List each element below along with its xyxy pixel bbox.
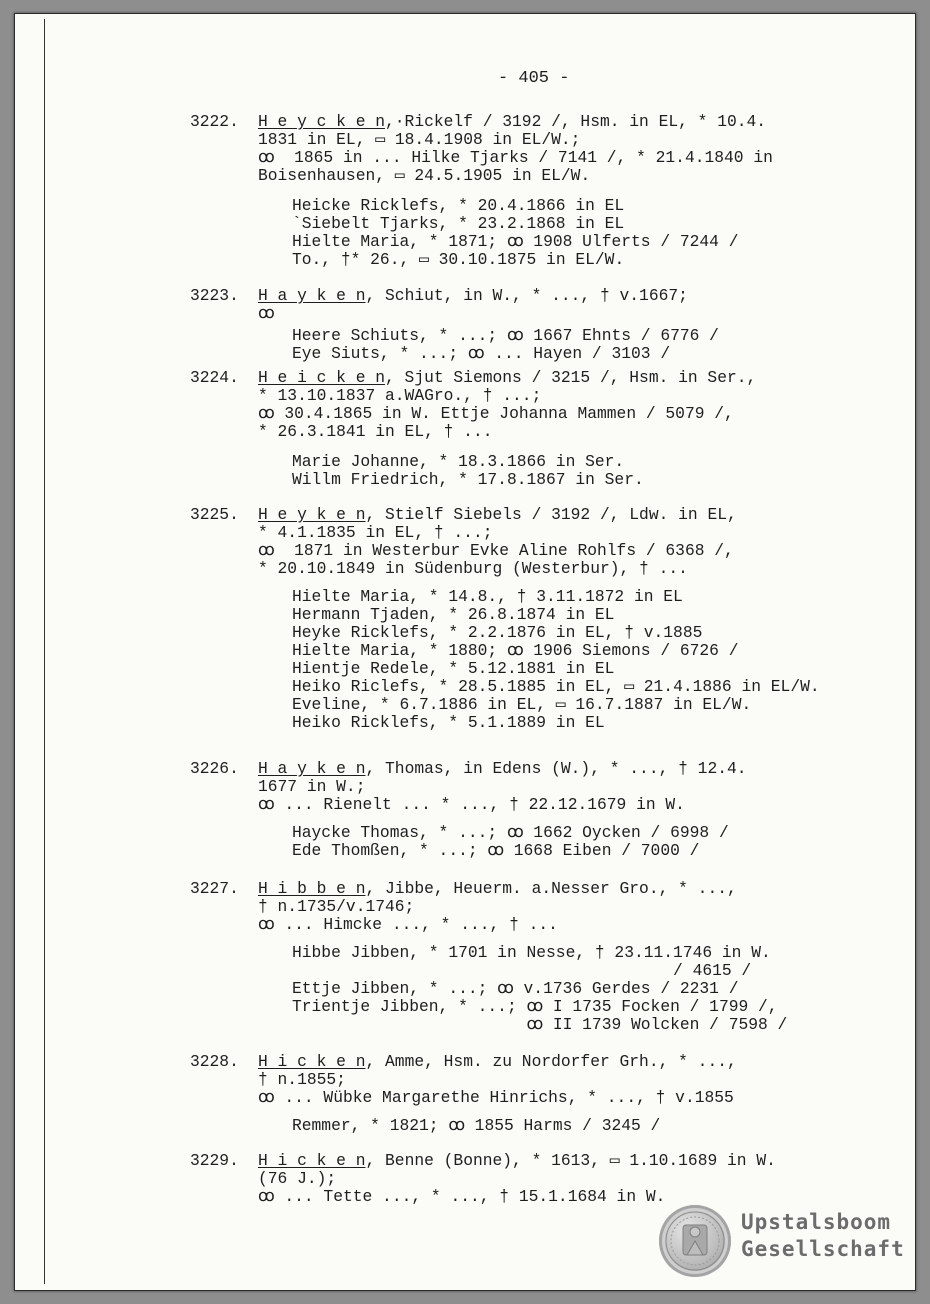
- child-line: Marie Johanne, * 18.3.1866 in Ser.: [292, 452, 625, 471]
- entry-line: 1831 in EL, ▭ 18.4.1908 in EL/W.;: [258, 130, 581, 149]
- child-line: Willm Friedrich, * 17.8.1867 in Ser.: [292, 470, 644, 489]
- entry-surname: H i c k e n: [258, 1052, 366, 1071]
- margin-line: [44, 19, 45, 1284]
- child-line: `Siebelt Tjarks, * 23.2.1868 in EL: [292, 214, 625, 233]
- entry-line: , Benne (Bonne), * 1613, ▭ 1.10.1689 in W.: [365, 1151, 776, 1170]
- society-stamp: [659, 1205, 904, 1277]
- entry-line: , Stielf Siebels / 3192 /, Ldw. in EL,: [365, 505, 737, 524]
- entry-line: , Schiut, in W., * ..., † v.1667;: [365, 286, 688, 305]
- society-name: [741, 1209, 905, 1263]
- entry-line: ꝏ 1871 in Westerbur Evke Aline Rohlfs / 6368 /,: [258, 541, 734, 560]
- child-line: Ede Thomßen, * ...; ꝏ 1668 Eiben / 7000 /: [292, 841, 700, 860]
- stamp-line2: Gesellschaft: [741, 1237, 905, 1261]
- entry-line: * 13.10.1837 a.WAGro., † ...;: [258, 386, 542, 405]
- child-line: Heiko Ricklefs, * 5.1.1889 in EL: [292, 713, 605, 732]
- entry-line: ꝏ ... Tette ..., * ..., † 15.1.1684 in W.: [258, 1187, 666, 1206]
- page-number: - 405 -: [498, 69, 570, 88]
- seal-icon: [659, 1205, 731, 1277]
- entry-line: † n.1735/v.1746;: [258, 897, 415, 916]
- entry-line: 1677 in W.;: [258, 777, 366, 796]
- child-line: Hielte Maria, * 14.8., † 3.11.1872 in EL: [292, 587, 683, 606]
- child-line: Haycke Thomas, * ...; ꝏ 1662 Oycken / 6998 /: [292, 823, 729, 842]
- entry-surname: H a y k e n: [258, 759, 366, 778]
- child-line: Hermann Tjaden, * 26.8.1874 in EL: [292, 605, 615, 624]
- entry-line: ꝏ 1865 in ... Hilke Tjarks / 7141 /, * 21.4.1840 in: [258, 148, 773, 167]
- entry-number: 3227.: [190, 879, 239, 898]
- entry-line: , Amme, Hsm. zu Nordorfer Grh., * ...,: [365, 1052, 737, 1071]
- entry-number: 3228.: [190, 1052, 239, 1071]
- entry-line: ꝏ ... Himcke ..., * ..., † ...: [258, 915, 558, 934]
- child-line: Heyke Ricklefs, * 2.2.1876 in EL, † v.1885: [292, 623, 703, 642]
- entry-line: , Jibbe, Heuerm. a.Nesser Gro., * ...,: [365, 879, 737, 898]
- child-line: / 4615 /: [292, 961, 752, 980]
- child-line: Heere Schiuts, * ...; ꝏ 1667 Ehnts / 6776 /: [292, 326, 719, 345]
- child-line: Ettje Jibben, * ...; ꝏ v.1736 Gerdes / 2231 /: [292, 979, 739, 998]
- stamp-line1: Upstalsboom: [741, 1210, 892, 1234]
- entry-line: † n.1855;: [258, 1070, 346, 1089]
- entry-line: Boisenhausen, ▭ 24.5.1905 in EL/W.: [258, 166, 591, 185]
- entry-surname: H i c k e n: [258, 1151, 366, 1170]
- child-line: ꝏ II 1739 Wolcken / 7598 /: [292, 1015, 788, 1034]
- child-line: Heicke Ricklefs, * 20.4.1866 in EL: [292, 196, 625, 215]
- entry-number: 3222.: [190, 112, 239, 131]
- child-line: Remmer, * 1821; ꝏ 1855 Harms / 3245 /: [292, 1116, 661, 1135]
- entry-line: , Thomas, in Edens (W.), * ..., † 12.4.: [365, 759, 747, 778]
- child-line: Hielte Maria, * 1871; ꝏ 1908 Ulferts / 7244 /: [292, 232, 739, 251]
- entry-surname: H i b b e n: [258, 879, 366, 898]
- child-line: Eveline, * 6.7.1886 in EL, ▭ 16.7.1887 in EL/W.: [292, 695, 752, 714]
- entry-number: 3229.: [190, 1151, 239, 1170]
- child-line: Hibbe Jibben, * 1701 in Nesse, † 23.11.1746 in W.: [292, 943, 771, 962]
- entry-line: , Sjut Siemons / 3215 /, Hsm. in Ser.,: [385, 368, 757, 387]
- entry-number: 3224.: [190, 368, 239, 387]
- entry-line: ꝏ: [258, 304, 275, 323]
- child-line: To., †* 26., ▭ 30.10.1875 in EL/W.: [292, 250, 625, 269]
- entry-number: 3225.: [190, 505, 239, 524]
- entry-line: * 4.1.1835 in EL, † ...;: [258, 523, 493, 542]
- entry-line: * 26.3.1841 in EL, † ...: [258, 422, 493, 441]
- entry-line: ꝏ ... Wübke Margarethe Hinrichs, * ..., † v.1855: [258, 1088, 734, 1107]
- entry-surname: H e i c k e n: [258, 368, 386, 387]
- entry-line: ,·Rickelf / 3192 /, Hsm. in EL, * 10.4.: [385, 112, 767, 131]
- document-page: [14, 13, 916, 1291]
- entry-line: ꝏ ... Rienelt ... * ..., † 22.12.1679 in W.: [258, 795, 685, 814]
- child-line: Trientje Jibben, * ...; ꝏ I 1735 Focken / 1799 /,: [292, 997, 778, 1016]
- entry-surname: H a y k e n: [258, 286, 366, 305]
- entry-line: * 20.10.1849 in Südenburg (Westerbur), † ...: [258, 559, 688, 578]
- child-line: Heiko Riclefs, * 28.5.1885 in EL, ▭ 21.4.1886 in EL/W.: [292, 677, 820, 696]
- entry-surname: H e y c k e n: [258, 112, 386, 131]
- child-line: Hielte Maria, * 1880; ꝏ 1906 Siemons / 6726 /: [292, 641, 739, 660]
- entry-surname: H e y k e n: [258, 505, 366, 524]
- child-line: Hientje Redele, * 5.12.1881 in EL: [292, 659, 615, 678]
- entry-number: 3223.: [190, 286, 239, 305]
- entry-line: ꝏ 30.4.1865 in W. Ettje Johanna Mammen / 5079 /,: [258, 404, 734, 423]
- entry-line: (76 J.);: [258, 1169, 337, 1188]
- entry-number: 3226.: [190, 759, 239, 778]
- child-line: Eye Siuts, * ...; ꝏ ... Hayen / 3103 /: [292, 344, 671, 363]
